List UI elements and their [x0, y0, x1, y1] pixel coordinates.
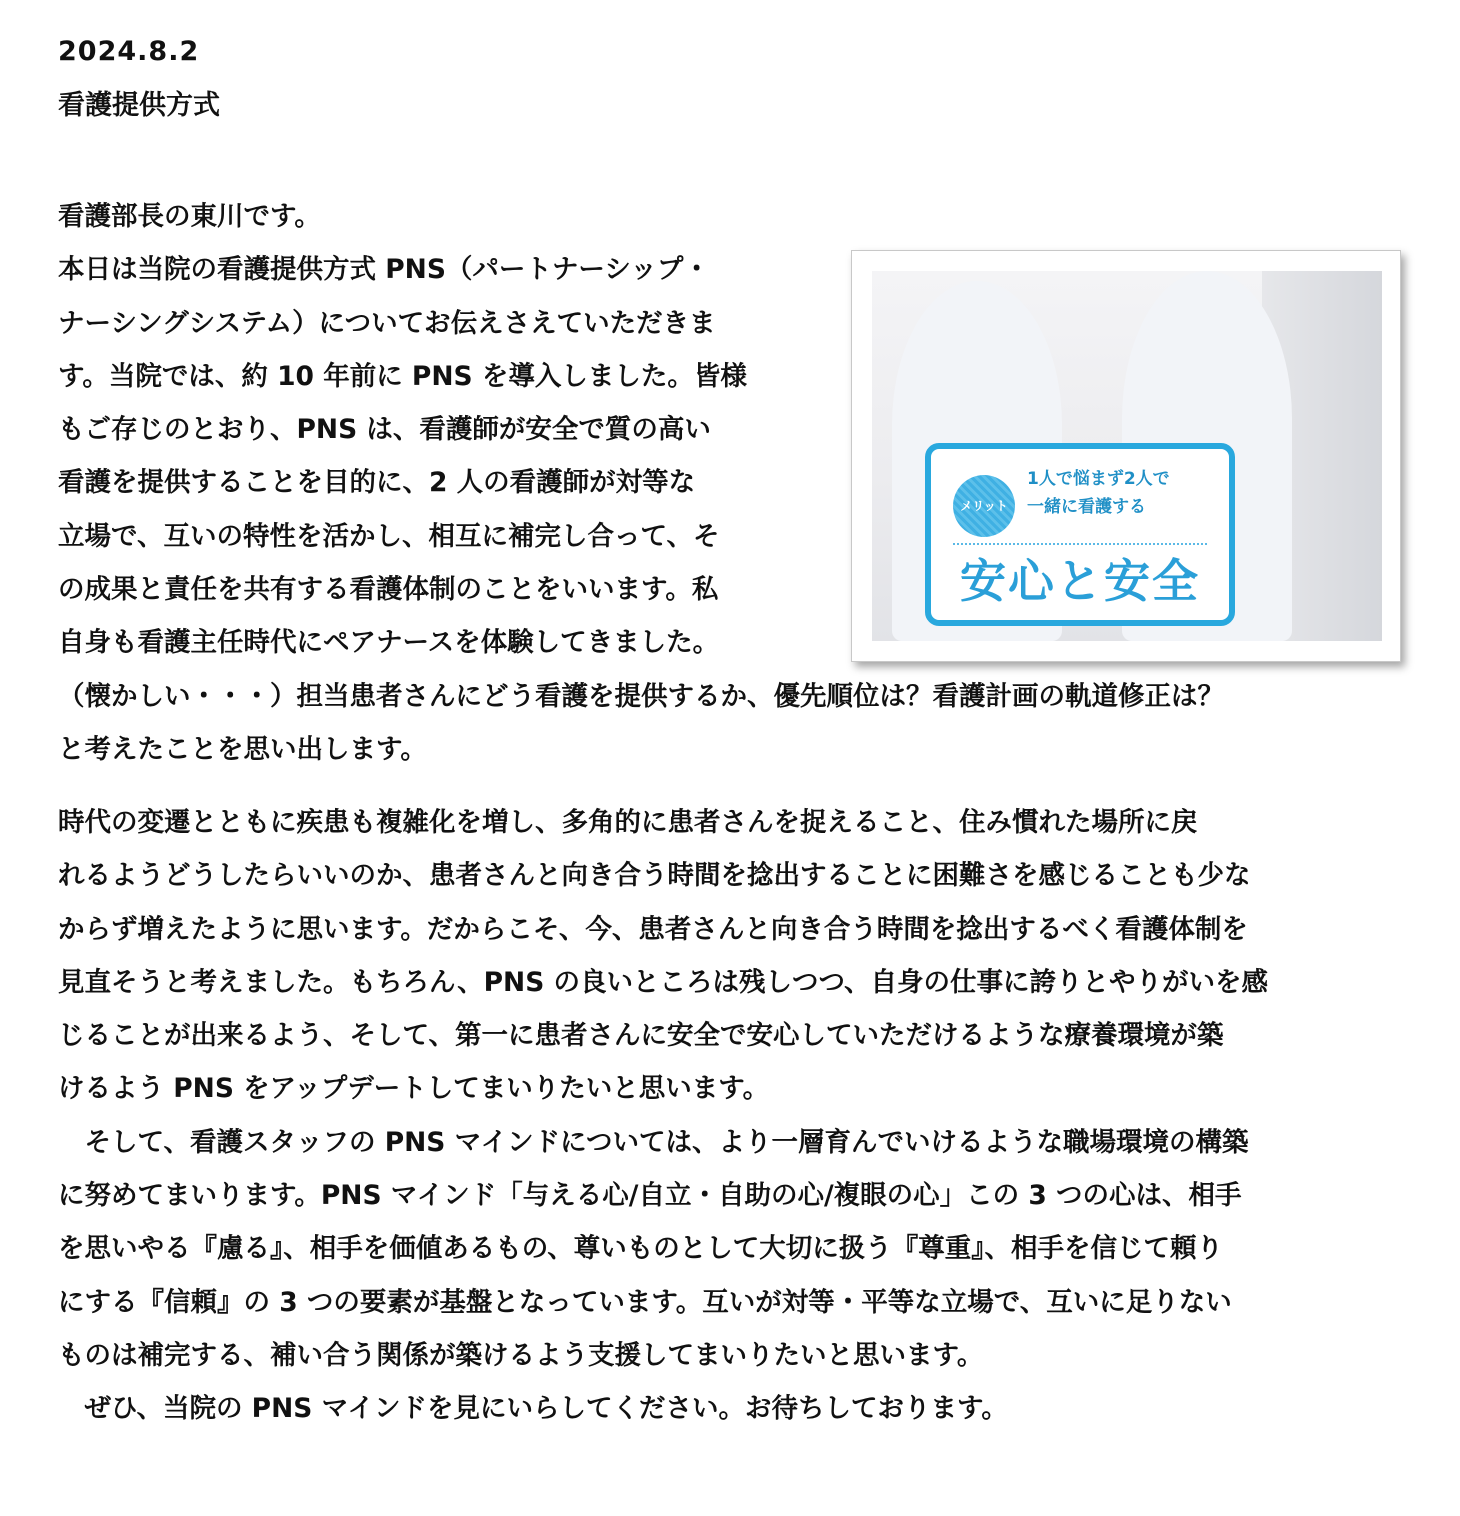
- nurses-photo: [872, 271, 1382, 641]
- body-line: けるよう PNS をアップデートしてまいりたいと思います。: [58, 1073, 770, 1105]
- body-line: れるようどうしたらいいのか、患者さんと向き合う時間を捻出することに困難さを感じることも少な: [58, 860, 1251, 892]
- intro-line: （懐かしい・・・）担当患者さんにどう看護を提供するか、優先順位は？看護計画の軌道修正は？: [58, 680, 1224, 712]
- merit-subtitle-line: 1人で悩まず2人で: [1027, 469, 1170, 489]
- intro-line: と考えたことを思い出します。: [58, 733, 427, 765]
- intro-line: 自身も看護主任時代にペアナースを体験してきました。: [58, 627, 720, 659]
- divider: [953, 543, 1207, 545]
- body-line: を思いやる『慮る』、相手を価値あるもの、尊いものとして大切に扱う『尊重』、相手を信じて頼り: [58, 1233, 1223, 1265]
- merit-subtitle-line: 一緒に看護する: [1027, 497, 1146, 517]
- body-line: にする『信頼』の 3 つの要素が基盤となっています。互いが対等・平等な立場で、互いに足りない: [58, 1286, 1232, 1318]
- merit-badge: [925, 443, 1235, 626]
- body-paragraph: [58, 796, 1268, 1436]
- intro-line: 看護を提供することを目的に、2 人の看護師が対等な: [58, 467, 696, 499]
- nurses-photo-figure: [851, 250, 1401, 662]
- merit-tag: メリット: [953, 475, 1015, 537]
- body-line: そして、看護スタッフの PNS マインドについては、より一層育んでいけるような職場環境の構築: [58, 1126, 1249, 1158]
- document-date: 2024.8.2: [58, 36, 200, 67]
- intro-line: す。当院では、約 10 年前に PNS を導入しました。皆様: [58, 360, 747, 392]
- merit-subtitle: [1027, 465, 1170, 521]
- merit-heading: 安心と安全: [960, 554, 1200, 608]
- intro-line: ナーシングシステム）についてお伝えさえていただきま: [58, 307, 716, 339]
- body-line: じることが出来るよう、そして、第一に患者さんに安全で安心していただけるような療養環境が築: [58, 1020, 1224, 1052]
- body-line: からず増えたように思います。だからこそ、今、患者さんと向き合う時間を捻出するべく看護体制を: [58, 913, 1248, 945]
- intro-line: 看護部長の東川です。: [58, 201, 321, 232]
- body-line: に努めてまいります。PNS マインド「与える心/自立・自助の心/複眼の心」この 3 つの心は、相手: [58, 1180, 1242, 1212]
- intro-line: 立場で、互いの特性を活かし、相互に補完し合って、そ: [58, 520, 720, 552]
- body-line: 見直そうと考えました。もちろん、PNS の良いところは残しつつ、自身の仕事に誇りとやりがいを感: [58, 966, 1268, 998]
- document-title: 看護提供方式: [58, 90, 220, 121]
- intro-line: 本日は当院の看護提供方式 PNS（パートナーシップ・: [58, 254, 710, 286]
- body-line: ぜひ、当院の PNS マインドを見にいらしてください。お待ちしております。: [58, 1393, 1008, 1425]
- intro-line: もご存じのとおり、PNS は、看護師が安全で質の高い: [58, 414, 711, 446]
- body-line: ものは補完する、補い合う関係が築けるよう支援してまいりたいと思います。: [58, 1339, 984, 1371]
- body-line: 時代の変遷とともに疾患も複雑化を増し、多角的に患者さんを捉えること、住み慣れた場所に戻: [58, 807, 1198, 838]
- intro-line: の成果と責任を共有する看護体制のことをいいます。私: [58, 574, 719, 606]
